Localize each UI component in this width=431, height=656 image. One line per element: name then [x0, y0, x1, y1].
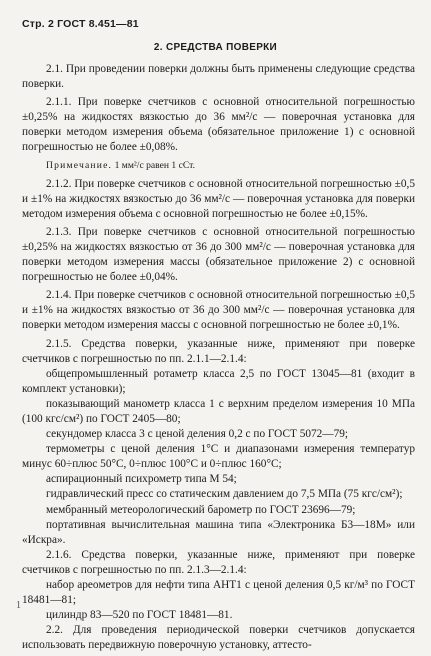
list-item: термометры с ценой деления 1°С и диапазонами измерения температур минус 60÷плюс 50°С, 0÷плюс 100°С и 0÷плюс 160°С; [22, 443, 415, 471]
section-title: 2. СРЕДСТВА ПОВЕРКИ [153, 42, 278, 53]
list-item: аспирационный психрометр типа М 54; [46, 473, 237, 486]
paragraph-2-2: 2.2. Для проведения периодической поверки счетчиков допускается использовать передвижную поверочную установку, аттесто- [22, 624, 415, 652]
document-body [22, 62, 415, 656]
page-mark: 1 [16, 600, 21, 611]
list-item: цилиндр 83—520 по ГОСТ 18481—81. [46, 609, 233, 622]
list-item: портативная вычислительная машина типа «Электроника Б3—18М» или «Искра». [22, 518, 415, 546]
instrument-list-2-1-6 [22, 578, 415, 623]
list-item: секундомер класса 3 с ценой деления 0,2 с по ГОСТ 5072—79; [46, 428, 349, 441]
page-header: Стр. 2 ГОСТ 8.451—81 [22, 18, 139, 30]
instrument-list-2-1-5 [22, 367, 415, 548]
paragraph-2-1-4: 2.1.4. При поверке счетчиков с основной относительной погрешностью ±0,5 и ±1% на жидкостях вязкостью от 36 до 300 мм²/с — поверочная установка для поверки методом измерения массы с основной погрешностью не более ±0,1%. [22, 289, 415, 332]
paragraph-2-1-2: 2.1.2. При поверке счетчиков с основной относительной погрешностью ±0,5 и ±1% на жидкостях вязкостью до 36 мм²/с — поверочная установка для поверки методом измерения объема с основной погрешностью не более ±0,15%. [22, 177, 415, 220]
list-item: показывающий манометр класса 1 с верхним пределом измерения 10 МПа (100 кгс/см²) по ГОСТ 2405—80; [22, 397, 415, 425]
paragraph-2-1-6: 2.1.6. Средства поверки, указанные ниже, применяют при поверке счетчиков с погрешностью по пп. 2.1.3—2.1.4: [22, 548, 415, 576]
paragraph-2-1-5: 2.1.5. Средства поверки, указанные ниже, применяют при поверке счетчиков с погрешностью по пп. 2.1.1—2.1.4: [22, 337, 415, 365]
list-item: набор ареометров для нефти типа АНТ1 с ценой деления 0,5 кг/м³ по ГОСТ 18481—81; [22, 579, 415, 607]
list-item: мембранный метеорологический барометр по ГОСТ 23696—79; [46, 503, 356, 516]
paragraph-2-1-3: 2.1.3. При поверке счетчиков с основной относительной погрешностью ±0,25% на жидкостях вязкостью от 36 до 300 мм²/с — поверочная установка для поверки методом измерения массы (обязательное приложение 2) с основной погрешностью не более ±0,04%. [22, 225, 415, 284]
paragraph-2-1: 2.1. При проведении поверки должны быть применены следующие средства поверки. [22, 63, 415, 91]
list-item: общепромышленный ротаметр класса 2,5 по ГОСТ 13045—81 (входит в комплект установки); [22, 367, 415, 395]
list-item: гидравлический пресс со статическим давлением до 7,5 МПа (75 кгс/см²); [46, 488, 403, 501]
note-label: Примечание. [46, 159, 113, 171]
note [22, 159, 415, 172]
paragraph-2-1-1: 2.1.1. При поверке счетчиков с основной относительной погрешностью ±0,25% на жидкостях вязкостью до 36 мм²/с — поверочная установка для поверки методом измерения объема (обязательное приложение 1) с основной погрешностью не более ±0,08%. [22, 96, 415, 154]
note-text: 1 мм²/с равен 1 сСт. [112, 159, 196, 171]
